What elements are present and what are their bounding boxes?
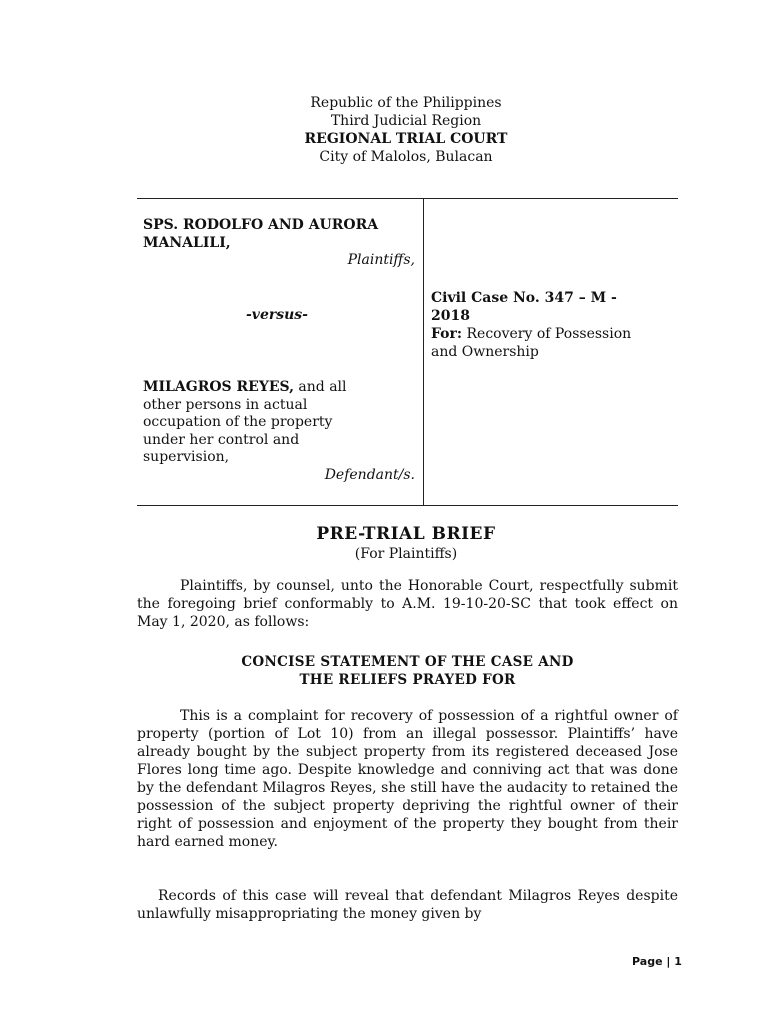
for-label: For: [431, 326, 463, 342]
case-statement-paragraph: This is a complaint for recovery of possession of a rightful owner of property (portion of Lot 10) from an illegal possessor. Plaintiffs’ have already bought by the subject property from its registered deceased Jose Flores long time ago. Despite knowledge and conniving act that was done by the defendant Milagros Reyes, she still have the audacity to retained the possession of the subject property depriving the rightful owner of their right of possession and enjoyment of the property they bought from their hard earned money. [137, 708, 678, 850]
defendant-desc-2: other persons in actual [143, 396, 308, 413]
for-text-2: and Ownership [431, 344, 539, 360]
section-heading-line2: THE RELIEFS PRAYED FOR [299, 672, 516, 688]
document-subtitle: (For Plaintiffs) [354, 546, 458, 562]
section-heading [137, 653, 678, 689]
caption-top-rule [137, 198, 678, 199]
for-text-1: Recovery of Possession [462, 326, 632, 342]
header-region: Third Judicial Region [330, 113, 482, 129]
header-court: REGIONAL TRIAL COURT [304, 131, 508, 147]
defendant-desc-1: and all [293, 379, 347, 395]
case-info-block [431, 289, 676, 361]
caption-divider [423, 198, 424, 506]
defendant-label: Defendant/s. [324, 466, 415, 483]
plaintiffs-name-line2: MANALILI, [143, 234, 231, 251]
header-republic: Republic of the Philippines [310, 95, 502, 111]
defendant-desc-5: supervision, [143, 449, 230, 465]
document-title: PRE-TRIAL BRIEF [316, 524, 496, 544]
court-header [0, 94, 768, 166]
caption-bottom-rule [137, 505, 678, 506]
plaintiffs-name-line1: SPS. RODOLFO AND AURORA [143, 217, 379, 233]
defendant-desc-3: occupation of the property [143, 414, 333, 430]
plaintiffs-block [143, 217, 415, 270]
case-number-line2: 2018 [431, 308, 470, 324]
defendant-block [143, 379, 415, 484]
header-city: City of Malolos, Bulacan [319, 149, 493, 165]
defendant-desc-4: under her control and [143, 431, 300, 448]
plaintiffs-label: Plaintiffs, [347, 252, 415, 268]
records-paragraph: Records of this case will reveal that defendant Milagros Reyes despite unlawfully misappropriating the money given by [137, 888, 678, 922]
section-heading-line1: CONCISE STATEMENT OF THE CASE AND [241, 654, 574, 670]
case-number-line1: Civil Case No. 347 – M - [431, 290, 617, 306]
versus-label: -versus- [246, 307, 308, 323]
defendant-name: MILAGROS REYES, [143, 379, 294, 395]
intro-paragraph: Plaintiffs, by counsel, unto the Honorable Court, respectfully submit the foregoing brief conformably to A.M. 19-10-20-SC that took effect on May 1, 2020, as follows: [137, 578, 678, 630]
page-number: Page | 1 [632, 955, 682, 968]
